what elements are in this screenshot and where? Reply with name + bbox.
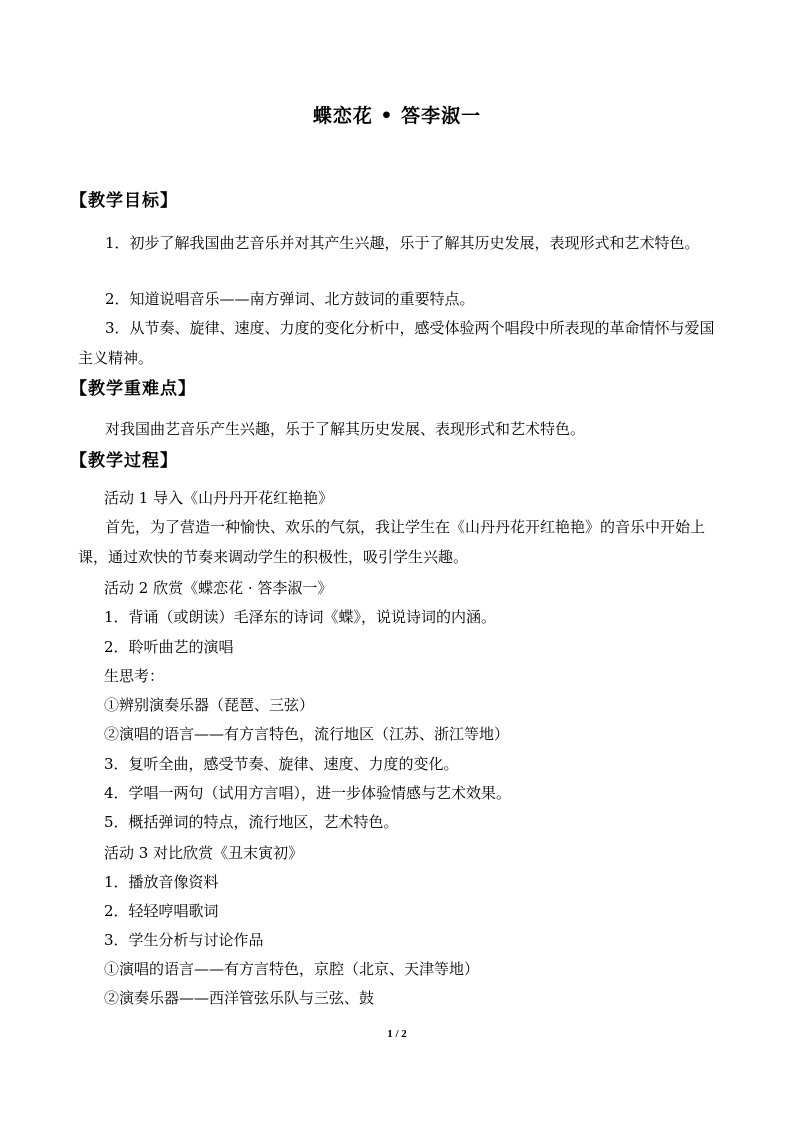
activity-2-line: 2．聆听曲艺的演唱	[104, 638, 234, 656]
activity-2-line: 3．复听全曲，感受节奏、旋律、速度、力度的变化。	[104, 755, 459, 773]
page-number: 1 / 2	[387, 1028, 407, 1040]
activity-2-title: 活动 2 欣赏《蝶恋花 · 答李淑一》	[104, 579, 333, 597]
goal-item-2: 2．知道说唱音乐——南方弹词、北方鼓词的重要特点。	[105, 290, 475, 308]
activity-2-line: ②演唱的语言——有方言特色，流行地区（江苏、浙江等地）	[104, 725, 510, 743]
activity-3-line: ②演奏乐器——西洋管弦乐队与三弦、鼓	[104, 989, 375, 1007]
activity-2-line: 生思考：	[104, 667, 165, 685]
activity-1-text: 首先，为了营造一种愉快、欢乐的气氛，我让学生在《山丹丹花开红艳艳》的音乐中开始上课，通过欢快的节奏来调动学生的积极性，吸引学生兴趣。	[78, 518, 706, 566]
key-points-text: 对我国曲艺音乐产生兴趣，乐于了解其历史发展、表现形式和艺术特色。	[105, 420, 586, 438]
activity-3-title: 活动 3 对比欣赏《丑末寅初》	[104, 844, 304, 862]
section-heading-key-points: 【教学重难点】	[70, 379, 196, 399]
activity-3-line: ①演唱的语言——有方言特色，京腔（北京、天津等地）	[104, 960, 480, 978]
goal-item-3: 3．从节奏、旋律、速度、力度的变化分析中，感受体验两个唱段中所表现的革命情怀与爱国主义精神。	[78, 319, 715, 367]
activity-3-line: 1．播放音像资料	[104, 873, 219, 891]
goal-item-1: 1．初步了解我国曲艺音乐并对其产生兴趣，乐于了解其历史发展，表现形式和艺术特色。	[105, 234, 700, 252]
activity-2-line: 5．概括弹词的特点，流行地区，艺术特色。	[104, 813, 399, 831]
activity-3-line: 3．学生分析与讨论作品	[104, 931, 264, 949]
activity-2-line: ①辨别演奏乐器（琵琶、三弦）	[104, 696, 315, 714]
section-heading-process: 【教学过程】	[70, 451, 178, 471]
activity-2-line: 4．学唱一两句（试用方言唱），进一步体验情感与艺术效果。	[104, 784, 512, 802]
activity-1-title: 活动 1 导入《山丹丹开花红艳艳》	[104, 489, 334, 507]
activity-2-line: 1．背诵（或朗读）毛泽东的诗词《蝶》，说说诗词的内涵。	[104, 608, 497, 626]
section-heading-goals: 【教学目标】	[70, 191, 178, 211]
page-title: 蝶恋花 • 答李淑一	[312, 105, 482, 127]
activity-3-line: 2．轻轻哼唱歌词	[104, 902, 219, 920]
